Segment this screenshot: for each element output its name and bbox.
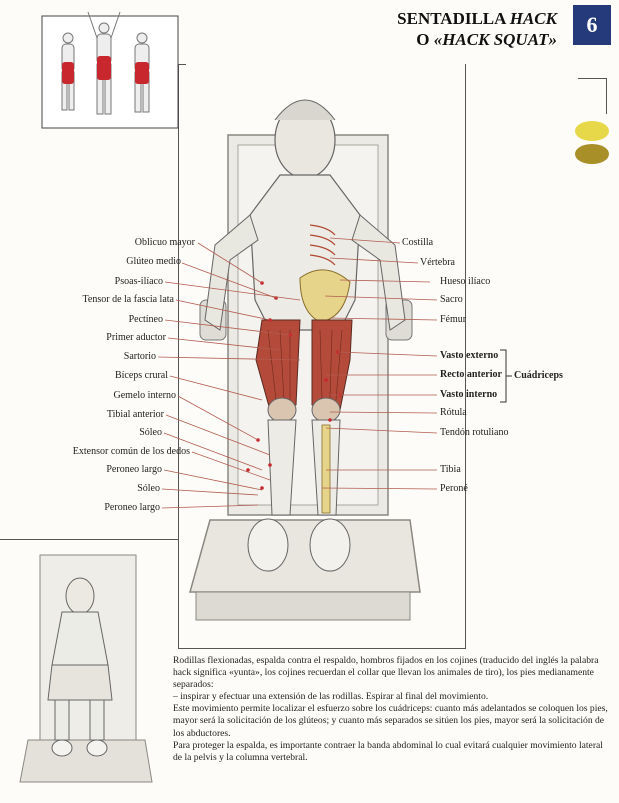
label-oblicuo-mayor: Oblicuo mayor (134, 237, 195, 248)
olive-ellipse-icon (575, 144, 609, 164)
yellow-ellipse-icon (575, 121, 609, 141)
label-primer-aductor: Primer aductor (106, 332, 166, 343)
title-line2-prefix: O (416, 30, 434, 49)
title-line1-prefix: SENTADILLA (397, 9, 510, 28)
description-paragraph-1: Rodillas flexionadas, espalda contra el respaldo, hombros fijados en los cojines (traducido del inglés la palabra hack significa «yunta», los cojines recuerdan el collar que llevan los animales de tiro), los pies medianamente separados: (173, 655, 599, 691)
label-tibia: Tibia (440, 464, 461, 475)
thumbnail-muscle-figures-icon (42, 12, 178, 128)
label-recto-anterior: Recto anterior (440, 369, 502, 380)
label-vertebra: Vértebra (420, 257, 455, 268)
label-gemelo-interno: Gemelo interno (113, 390, 176, 401)
description-paragraph-3: Este movimiento permite localizar el esfuerzo sobre los cuádriceps: cuanto más adelantados se coloquen los pies, mayor será la solicitación de los glúteos; y cuanto más separados se sitúen los pies, mayor será la solicitación de los abductores. (173, 703, 608, 739)
label-costilla: Costilla (402, 237, 434, 248)
athlete-hack-machine-illustration (20, 555, 152, 782)
label-biceps-crural: Bíceps crural (114, 370, 168, 381)
exercise-number-badge: 6 (573, 5, 611, 45)
label-femur: Fémur (440, 314, 467, 325)
label-tendon-rotuliano: Tendón rotuliano (440, 427, 509, 438)
description-paragraph-2: – inspirar y efectuar una extensión de las rodillas. Espirar al final del movimiento. (173, 691, 489, 703)
label-tensor-fascia-lata: Tensor de la fascia lata (82, 294, 174, 305)
label-tibial-anterior: Tibial anterior (106, 409, 164, 420)
label-vasto-interno: Vasto interno (440, 389, 498, 400)
label-gluteo-medio: Glúteo medio (126, 256, 181, 267)
label-peroneo-largo-1: Peroneo largo (106, 464, 162, 475)
title-line1-italic: HACK (509, 9, 557, 28)
description-paragraph-4: Para proteger la espalda, es importante contraer la banda abdominal lo cual evitará cualquier movimiento lateral de la pelvis y la columna vertebral. (173, 739, 603, 763)
label-sartorio: Sartorio (123, 351, 156, 362)
label-rotula: Rótula (440, 407, 467, 418)
exercise-description (173, 655, 613, 764)
label-psoas-iliaco: Psoas-ilíaco (114, 276, 163, 287)
label-vasto-externo: Vasto externo (440, 350, 499, 361)
label-cuadriceps-group: Cuádriceps (514, 370, 563, 381)
label-hueso-iliaco: Hueso ilíaco (440, 276, 491, 287)
title-line2-italic: «HACK SQUAT» (433, 30, 557, 49)
label-sacro: Sacro (440, 294, 463, 305)
label-perone: Peroné (440, 483, 468, 494)
label-pectineo: Pectíneo (128, 314, 163, 325)
label-soleo-2: Sóleo (137, 483, 160, 494)
main-anatomy-illustration (190, 100, 420, 620)
label-peroneo-largo-2: Peroneo largo (104, 502, 160, 513)
label-extensor-comun-dedos: Extensor común de los dedos (72, 446, 190, 457)
label-soleo-1: Sóleo (139, 427, 162, 438)
